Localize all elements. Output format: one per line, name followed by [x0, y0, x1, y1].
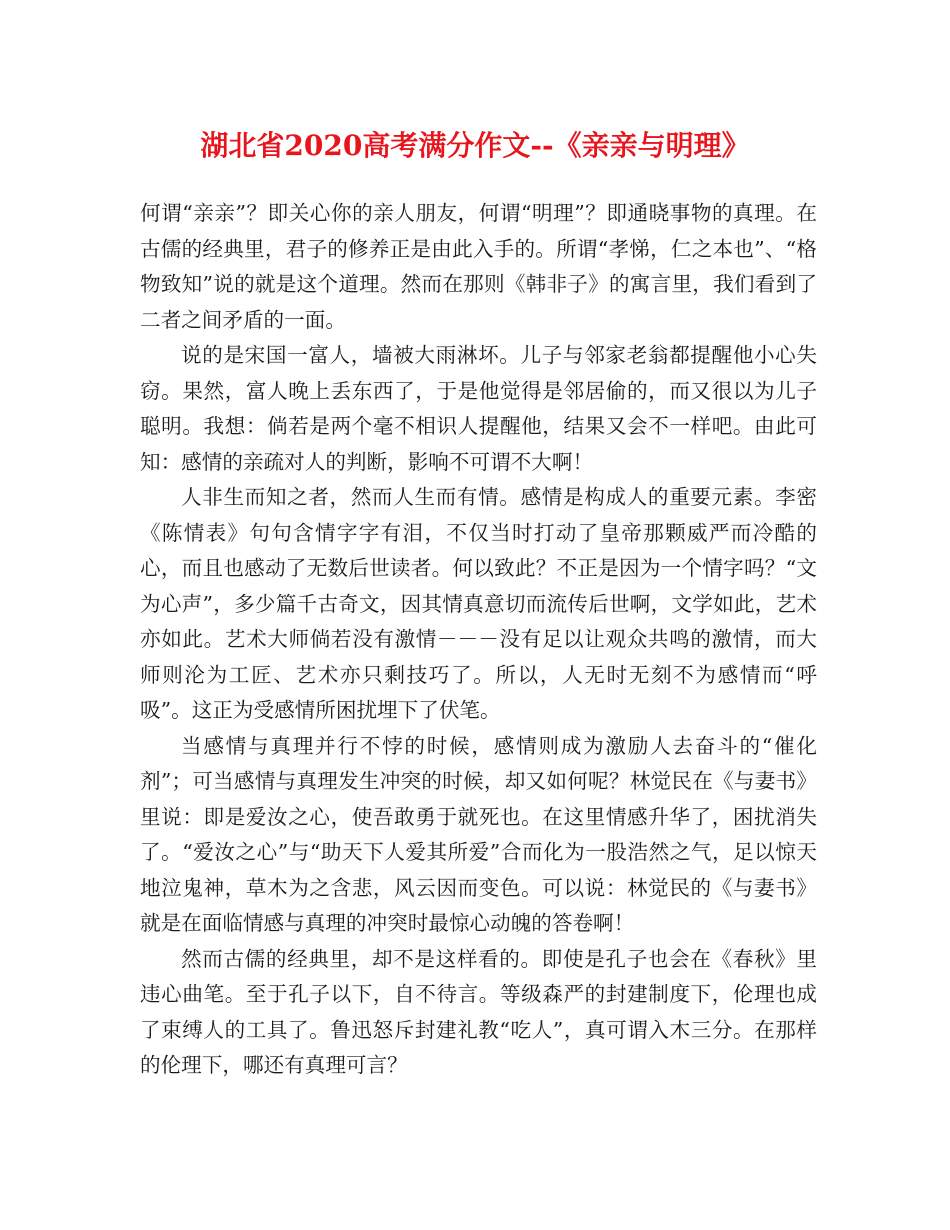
paragraph-5: 然而古儒的经典里，却不是这样看的。即使是孔子也会在《春秋》里违心曲笔。至于孔子以下，自不待言。等级森严的封建制度下，伦理也成了束缚人的工具了。鲁迅怒斥封建礼教“吃人”，真可谓入木三分。在那样的伦理下，哪还有真理可言？ [140, 946, 817, 1077]
document-title: 湖北省2020高考满分作文--《亲亲与明理》 [200, 129, 750, 162]
document-body [140, 196, 817, 1084]
paragraph-4: 当感情与真理并行不悖的时候，感情则成为激励人去奋斗的“催化剂”；可当感情与真理发生冲突的时候，却又如何呢？林觉民在《与妻书》里说：即是爱汝之心，使吾敢勇于就死也。在这里情感升华了，困扰消失了。“爱汝之心”与“助天下人爱其所爱”合而化为一股浩然之气，足以惊天地泣鬼神，草木为之含悲，风云因而变色。可以说：林觉民的《与妻书》就是在面临情感与真理的冲突时最惊心动魄的答卷啊！ [140, 733, 817, 935]
paragraph-1: 何谓“亲亲”？即关心你的亲人朋友，何谓“明理”？即通晓事物的真理。在古儒的经典里，君子的修养正是由此入手的。所谓“孝悌，仁之本也”、“格物致知”说的就是这个道理。然而在那则《韩非子》的寓言里，我们看到了二者之间矛盾的一面。 [140, 201, 817, 332]
paragraph-2: 说的是宋国一富人，墙被大雨淋坏。儿子与邻家老翁都提醒他小心失窃。果然，富人晚上丢东西了，于是他觉得是邻居偷的，而又很以为儿子聪明。我想：倘若是两个毫不相识人提醒他，结果又会不一样吧。由此可知：感情的亲疏对人的判断，影响不可谓不大啊！ [140, 343, 817, 474]
paragraph-3: 人非生而知之者，然而人生而有情。感情是构成人的重要元素。李密《陈情表》句句含情字字有泪，不仅当时打动了皇帝那颗威严而冷酷的心，而且也感动了无数后世读者。何以致此？不正是因为一个情字吗？“文为心声”，多少篇千古奇文，因其情真意切而流传后世啊，文学如此，艺术亦如此。艺术大师倘若没有激情－－－没有足以让观众共鸣的激情，而大师则沦为工匠、艺术亦只剩技巧了。所以，人无时无刻不为感情而“呼吸”。这正为受感情所困扰埋下了伏笔。 [140, 485, 817, 722]
